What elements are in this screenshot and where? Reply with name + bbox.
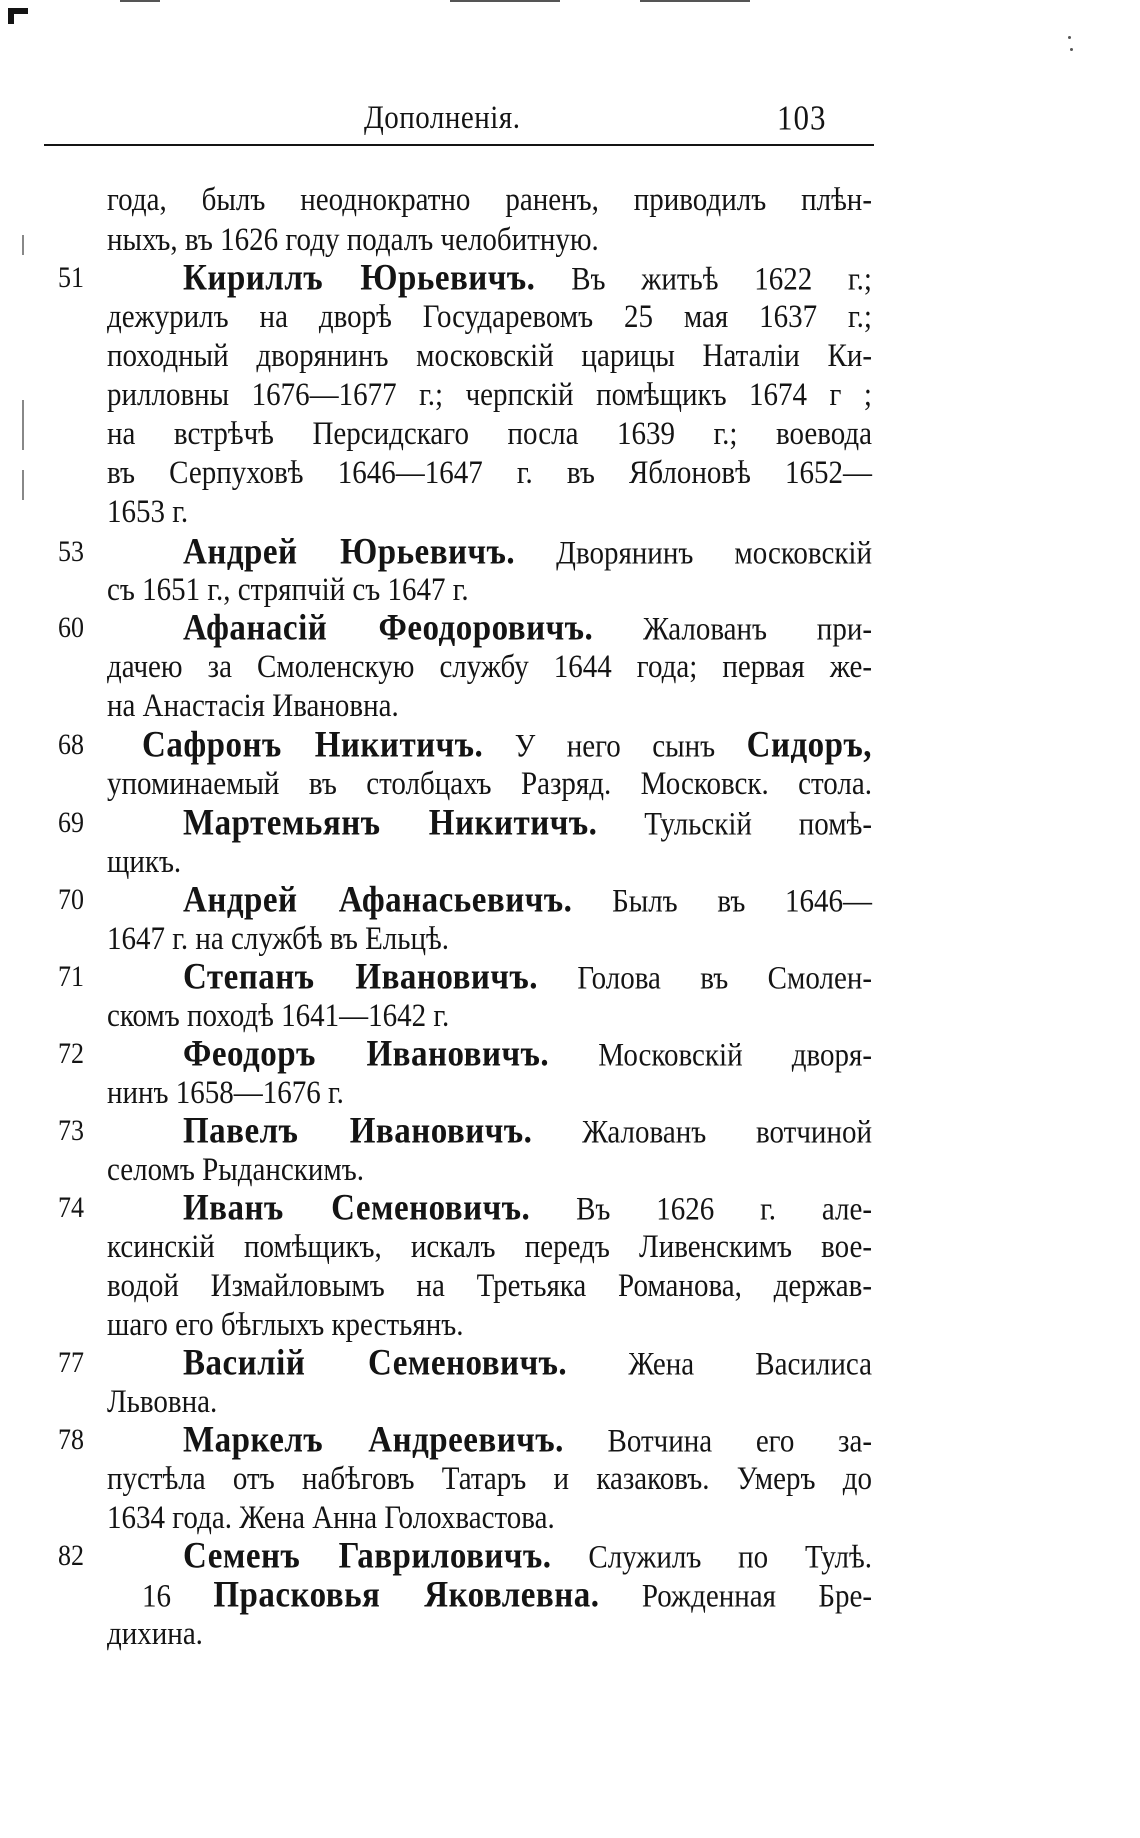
scan-corner-mark xyxy=(8,8,28,24)
entry-text: Въ 1626 г. але- xyxy=(576,1191,872,1228)
entry-number: 69 xyxy=(58,806,84,839)
entry-number-inline: 16 xyxy=(142,1578,171,1615)
text-line: 1653 г. xyxy=(107,494,189,531)
text-line: шаго его бѣглыхъ крестьянъ. xyxy=(107,1307,464,1344)
entry-first-line xyxy=(107,532,872,572)
text-line: ксинскій помѣщикъ, искалъ передъ Ливенскимъ вое- xyxy=(107,1229,872,1266)
person-name: Кириллъ Юрьевичъ. xyxy=(183,258,536,299)
scan-edge-mark xyxy=(22,235,24,255)
text-line: на встрѣчѣ Персидскаго посла 1639 г.; воевода xyxy=(107,416,872,453)
person-name: Иванъ Семеновичъ. xyxy=(183,1188,531,1229)
text-line: дачею за Смоленскую службу 1644 года; первая же- xyxy=(107,649,872,686)
person-name: Василій Семеновичъ. xyxy=(183,1343,568,1384)
entry-text: Рожденная Бре- xyxy=(641,1578,872,1615)
entry-first-line xyxy=(107,1536,872,1576)
page-number: 103 xyxy=(777,98,827,138)
entry-text: Тульскій помѣ- xyxy=(644,806,873,843)
person-name: Павелъ Ивановичъ. xyxy=(183,1111,533,1152)
entry-first-line xyxy=(107,1420,872,1460)
text-line: нинъ 1658—1676 г. xyxy=(107,1075,344,1112)
text-line: щикъ. xyxy=(107,844,182,881)
person-name: Сидоръ, xyxy=(746,725,873,766)
scan-speck xyxy=(1070,48,1073,51)
entry-text: Служилъ по Тулѣ. xyxy=(588,1539,872,1576)
text-line: дежурилъ на дворѣ Государевомъ 25 мая 1637 г.; xyxy=(107,299,872,336)
scan-top-line xyxy=(450,0,560,2)
entry-number: 72 xyxy=(58,1037,84,1070)
entry-number: 51 xyxy=(58,261,84,294)
scan-edge-mark xyxy=(22,470,24,500)
scan-edge-mark xyxy=(22,400,24,450)
text-line: ныхъ, въ 1626 году подалъ челобитную. xyxy=(107,222,599,259)
text-line: Львовна. xyxy=(107,1384,218,1421)
entry-number: 78 xyxy=(58,1423,84,1456)
entry-number: 53 xyxy=(58,535,84,568)
entry-text: Жена Василиса xyxy=(628,1346,872,1383)
text-line: пустѣла отъ набѣговъ Татаръ и казаковъ. Умеръ до xyxy=(107,1461,872,1498)
person-name: Семенъ Гавриловичъ. xyxy=(183,1536,552,1577)
entry-first-line xyxy=(107,1343,872,1383)
entry-number: 74 xyxy=(58,1191,84,1224)
text-line: рилловны 1676—1677 г.; черпскій помѣщикъ 1674 г ; xyxy=(107,377,872,414)
entry-text: Въ житьѣ 1622 г.; xyxy=(571,261,872,298)
text-line: года, былъ неоднократно раненъ, приводилъ плѣн- xyxy=(107,182,872,219)
page-header xyxy=(44,96,874,146)
text-line: селомъ Рыданскимъ. xyxy=(107,1152,364,1189)
entry-text: Голова въ Смолен- xyxy=(577,960,872,997)
entry-number: 82 xyxy=(58,1539,84,1572)
person-name: Афанасій Феодоровичъ. xyxy=(183,608,594,649)
text-line: на Анастасія Ивановна. xyxy=(107,688,399,725)
entry-first-line xyxy=(107,725,872,765)
text-line: 1634 года. Жена Анна Голохвастова. xyxy=(107,1500,555,1537)
person-name: Андрей Афанасьевичъ. xyxy=(183,880,573,921)
entry-first-line xyxy=(107,608,872,648)
person-name: Прасковья Яковлевна. xyxy=(213,1575,600,1616)
entry-first-line xyxy=(107,258,872,298)
entry-number: 71 xyxy=(58,960,84,993)
entry-number: 68 xyxy=(58,728,84,761)
person-name: Степанъ Ивановичъ. xyxy=(183,957,539,998)
entry-number: 60 xyxy=(58,611,84,644)
entry-text: Жалованъ вотчиной xyxy=(582,1114,872,1151)
person-name: Маркелъ Андреевичъ. xyxy=(183,1420,564,1461)
entry-text: У него сынъ xyxy=(514,728,716,765)
entry-text: Московскій дворя- xyxy=(598,1037,872,1074)
entry-text: Вотчина его за- xyxy=(607,1423,872,1460)
entry-number: 70 xyxy=(58,883,84,916)
entry-first-line xyxy=(107,1188,872,1228)
text-line: водой Измайловымъ на Третьяка Романова, держав- xyxy=(107,1268,872,1305)
entry-first-line xyxy=(107,1034,872,1074)
entry-number: 77 xyxy=(58,1346,84,1379)
entry-first-line xyxy=(107,803,872,843)
entry-first-line xyxy=(107,957,872,997)
text-line: скомъ походѣ 1641—1642 г. xyxy=(107,998,450,1035)
entry-text: Дворянинъ московскій xyxy=(556,535,872,572)
scan-speck xyxy=(1068,36,1071,39)
text-line: походный дворянинъ московскій царицы Наталіи Ки- xyxy=(107,338,872,375)
text-line: 1647 г. на службѣ въ Ельцѣ. xyxy=(107,921,450,958)
entry-first-line xyxy=(107,1111,872,1151)
text-line: съ 1651 г., стряпчій съ 1647 г. xyxy=(107,572,469,609)
scan-top-line xyxy=(640,0,750,2)
entry-text: Былъ въ 1646— xyxy=(612,883,873,920)
entry-first-line xyxy=(107,880,872,920)
scan-top-line xyxy=(120,0,160,2)
entry-text: Жалованъ при- xyxy=(642,611,872,648)
person-name: Андрей Юрьевичъ. xyxy=(183,532,516,573)
entry-number: 73 xyxy=(58,1114,84,1147)
text-line: упоминаемый въ столбцахъ Разряд. Московск. стола. xyxy=(107,766,872,803)
text-line: въ Серпуховѣ 1646—1647 г. въ Яблоновѣ 1652— xyxy=(107,455,872,492)
text-line: дихина. xyxy=(107,1616,203,1653)
running-title: Дополненія. xyxy=(364,100,521,136)
person-name: Сафронъ Никитичъ. xyxy=(142,725,484,766)
entry-first-line xyxy=(107,1575,872,1615)
person-name: Мартемьянъ Никитичъ. xyxy=(183,803,598,844)
person-name: Феодоръ Ивановичъ. xyxy=(183,1034,550,1075)
